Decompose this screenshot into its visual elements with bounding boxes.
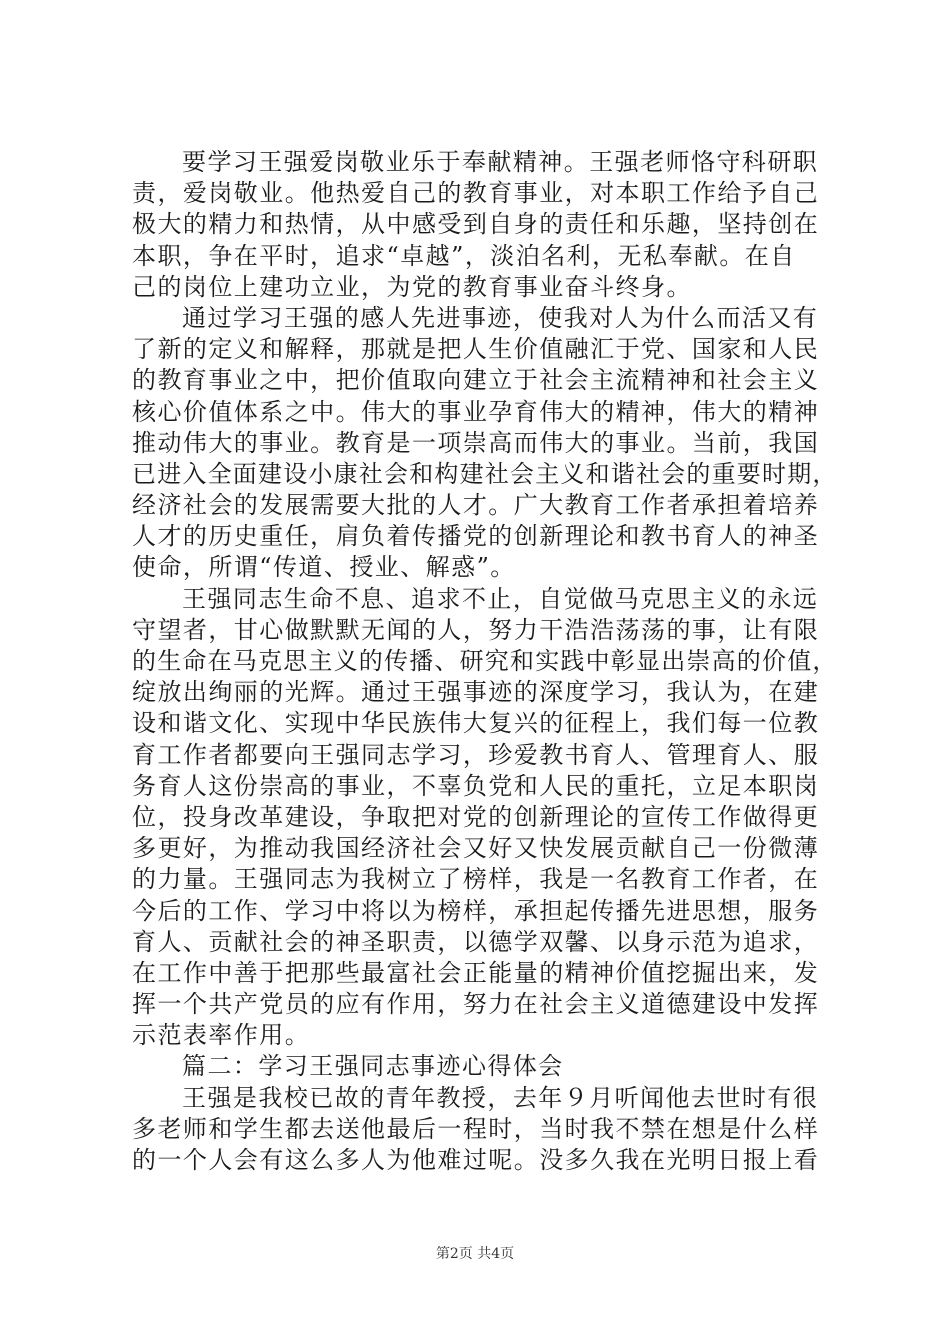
- text-line: 使命，所谓“传道、授业、解惑”。: [132, 553, 516, 582]
- text-line: 的生命在马克思主义的传播、研究和实践中彰显出崇高的价值，: [132, 647, 838, 675]
- text-line: 经济社会的发展需要大批的人才。广大教育工作者承担着培养: [132, 491, 820, 520]
- body-text: [132, 147, 842, 1176]
- text-line: 育人、贡献社会的神圣职责，以德学双馨、以身示范为追求，: [132, 927, 820, 956]
- text-line: 绽放出绚丽的光辉。通过王强事迹的深度学习，我认为，在建: [132, 678, 820, 707]
- text-line: 人才的历史重任，肩负着传播党的创新理论和教书育人的神圣: [132, 522, 820, 551]
- text-line: 的力量。王强同志为我树立了榜样，我是一名教育工作者，在: [132, 865, 820, 894]
- text-line: 位，投身改革建设，争取把对党的创新理论的宣传工作做得更: [132, 802, 820, 831]
- text-line: 推动伟大的事业。教育是一项崇高而伟大的事业。当前，我国: [132, 428, 820, 457]
- text-line: 了新的定义和解释，那就是把人生价值融汇于党、国家和人民: [132, 335, 820, 364]
- text-line: 在工作中善于把那些最富社会正能量的精神价值挖掘出来，发: [132, 958, 820, 987]
- text-line: 示范表率作用。: [132, 1021, 311, 1050]
- section-heading: 篇二：学习王强同志事迹心得体会: [182, 1052, 564, 1081]
- text-line: 的一个人会有这么多人为他难过呢。没多久我在光明日报上看: [132, 1146, 820, 1174]
- text-line: 守望者，甘心做默默无闻的人，努力干浩浩荡荡的事，让有限: [132, 615, 820, 644]
- text-line: 王强同志生命不息、追求不止，自觉做马克思主义的永远: [182, 584, 819, 613]
- text-line: 己的岗位上建功立业，为党的教育事业奋斗终身。: [132, 272, 692, 301]
- text-line: 今后的工作、学习中将以为榜样，承担起传播先进思想，服务: [132, 896, 820, 925]
- text-line: 已进入全面建设小康社会和构建社会主义和谐社会的重要时期，: [132, 459, 838, 488]
- text-line: 王强是我校已故的青年教授，去年９月听闻他去世时有很: [182, 1083, 819, 1112]
- text-line: 本职，争在平时，追求“卓越”，淡泊名利，无私奉献。在自: [132, 241, 796, 270]
- text-line: 极大的精力和热情，从中感受到自身的责任和乐趣，坚持创在: [132, 210, 820, 239]
- text-line: 务育人这份崇高的事业，不辜负党和人民的重托，立足本职岗: [132, 771, 820, 800]
- text-line: 的教育事业之中，把价值取向建立于社会主流精神和社会主义: [132, 366, 820, 395]
- page-number-footer: 第2页 共4页: [435, 1246, 515, 1262]
- text-line: 设和谐文化、实现中华民族伟大复兴的征程上，我们每一位教: [132, 709, 820, 738]
- text-line: 要学习王强爱岗敬业乐于奉献精神。王强老师恪守科研职: [182, 148, 819, 176]
- text-line: 多老师和学生都去送他最后一程时，当时我不禁在想是什么样: [132, 1114, 820, 1143]
- text-line: 通过学习王强的感人先进事迹，使我对人为什么而活又有: [182, 303, 819, 332]
- text-line: 育工作者都要向王强同志学习，珍爱教书育人、管理育人、服: [132, 740, 820, 769]
- text-line: 责，爱岗敬业。他热爱自己的教育事业，对本职工作给予自己: [132, 179, 820, 208]
- text-line: 核心价值体系之中。伟大的事业孕育伟大的精神，伟大的精神: [132, 397, 820, 426]
- text-line: 多更好，为推动我国经济社会又好又快发展贡献自己一份微薄: [132, 834, 820, 863]
- text-line: 挥一个共产党员的应有作用，努力在社会主义道德建设中发挥: [132, 990, 820, 1019]
